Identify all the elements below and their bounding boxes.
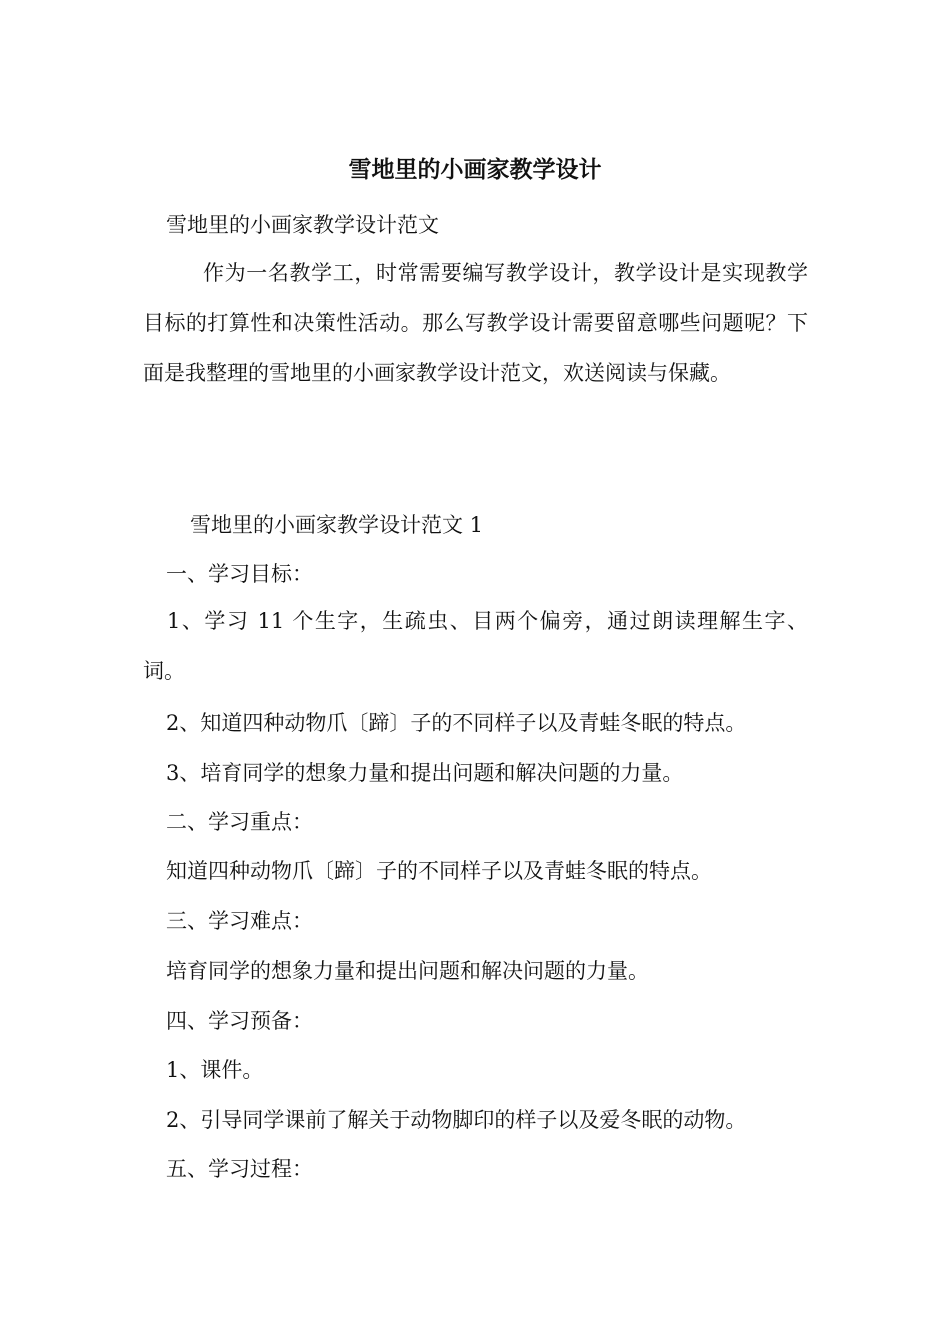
preparation-item-2: 2、引导同学课前了解关于动物脚印的样子以及爱冬眠的动物。: [166, 1108, 747, 1132]
preparation-item-1: 1、课件。: [166, 1058, 264, 1082]
difficulties-text: 培育同学的想象力量和提出问题和解决问题的力量。: [166, 959, 649, 983]
heading-key-points: 二、学习重点：: [166, 810, 313, 834]
heading-preparation: 四、学习预备：: [166, 1009, 313, 1033]
document-subtitle: 雪地里的小画家教学设计范文: [166, 213, 439, 237]
heading-difficulties: 三、学习难点：: [166, 909, 313, 933]
goal-item-2: 2、知道四种动物爪〔蹄〕子的不同样子以及青蛙冬眠的特点。: [166, 711, 747, 735]
section-heading: 雪地里的小画家教学设计范文 1: [190, 513, 484, 537]
document-title: 雪地里的小画家教学设计: [348, 157, 602, 183]
heading-learning-goals: 一、学习目标：: [166, 562, 313, 586]
goal-item-3: 3、培育同学的想象力量和提出问题和解决问题的力量。: [166, 761, 684, 785]
key-points-text: 知道四种动物爪〔蹄〕子的不同样子以及青蛙冬眠的特点。: [166, 859, 712, 883]
intro-paragraph: 作为一名教学工，时常需要编写教学设计，教学设计是实现教学目标的打算性和决策性活动。那么写教学设计需要留意哪些问题呢？下面是我整理的雪地里的小画家教学设计范文，欢送阅读与保藏。: [143, 261, 808, 385]
goal-item-1: 1、学习 11 个生字，生疏虫、目两个偏旁，通过朗读理解生字、词。: [143, 609, 808, 683]
heading-process: 五、学习过程：: [166, 1157, 313, 1181]
